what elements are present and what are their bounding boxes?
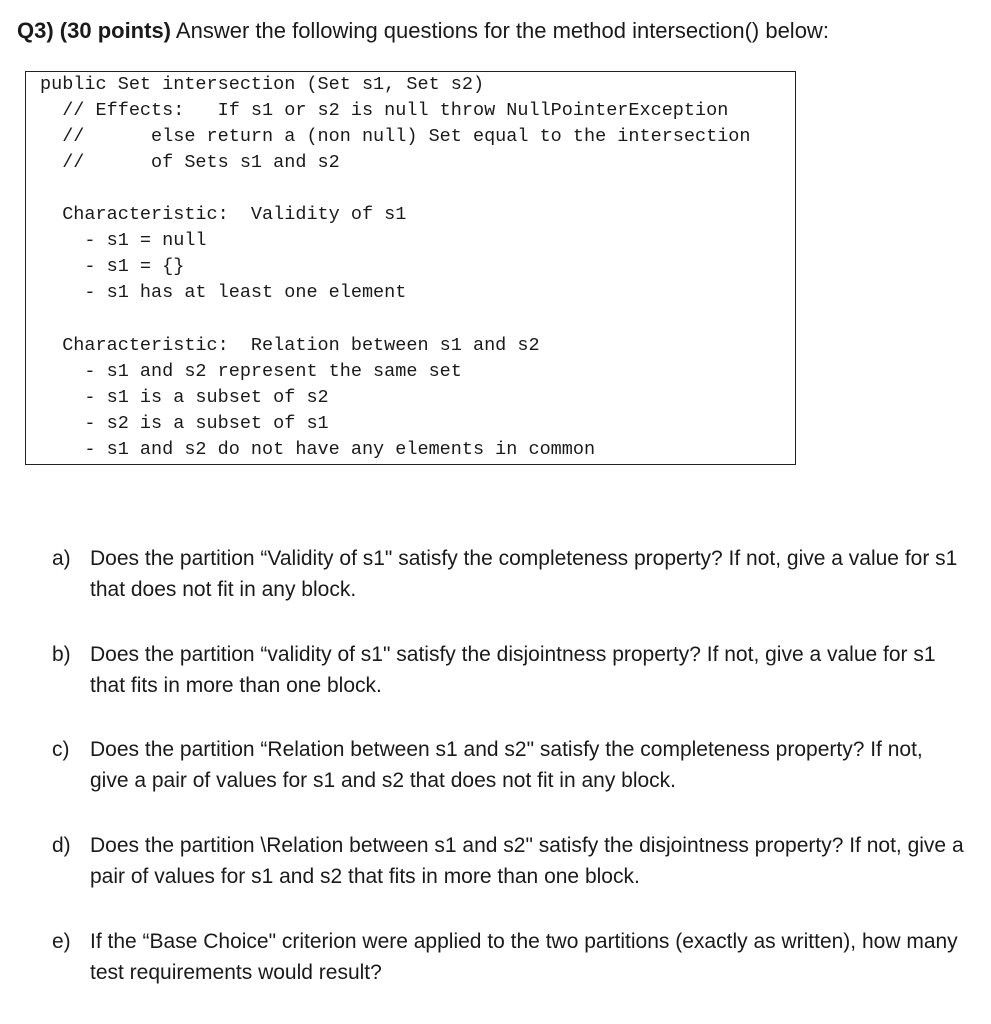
code-line-block: - s2 is a subset of s1 xyxy=(40,413,329,434)
question-item-a xyxy=(52,543,972,605)
question-item-c xyxy=(52,734,972,796)
question-text: Does the partition “Relation between s1 and s2" satisfy the completeness property? If not, give a pair of values for s1 and s2 that does not fit in any block. xyxy=(90,738,923,792)
question-header xyxy=(17,16,829,46)
code-box xyxy=(25,71,796,465)
question-text: Does the partition \Relation between s1 and s2" satisfy the disjointness property? If not, give a pair of values for s1 and s2 that fits in more than one block. xyxy=(90,834,964,888)
question-letter: b) xyxy=(52,643,71,666)
question-item-b xyxy=(52,639,972,701)
question-letter: c) xyxy=(52,738,70,761)
question-letter: a) xyxy=(52,547,71,570)
code-line-block: - s1 = null xyxy=(40,230,207,251)
question-item-e xyxy=(52,926,972,988)
code-line-block: - s1 and s2 do not have any elements in common xyxy=(40,439,596,460)
question-prompt: Answer the following questions for the method intersection() below: xyxy=(175,18,829,43)
code-line-comment: // Effects: If s1 or s2 is null throw NullPointerException xyxy=(40,100,729,121)
question-text: Does the partition “validity of s1" satisfy the disjointness property? If not, give a value for s1 that fits in more than one block. xyxy=(90,643,936,697)
question-item-d xyxy=(52,830,972,892)
code-line-block: - s1 has at least one element xyxy=(40,282,407,303)
question-text: If the “Base Choice" criterion were applied to the two partitions (exactly as written), how many test requirements would result? xyxy=(90,930,958,984)
code-line-comment: // of Sets s1 and s2 xyxy=(40,152,340,173)
code-line-signature: public Set intersection (Set s1, Set s2) xyxy=(40,74,485,95)
code-line-block: - s1 = {} xyxy=(40,256,185,277)
code-line-characteristic: Characteristic: Validity of s1 xyxy=(40,204,407,225)
code-line-block: - s1 is a subset of s2 xyxy=(40,387,329,408)
question-letter: d) xyxy=(52,834,71,857)
question-letter: e) xyxy=(52,930,71,953)
code-line-comment: // else return a (non null) Set equal to the intersection xyxy=(40,126,751,147)
code-line-block: - s1 and s2 represent the same set xyxy=(40,361,462,382)
question-number: Q3) (30 points) xyxy=(17,18,172,43)
code-line-characteristic: Characteristic: Relation between s1 and s2 xyxy=(40,335,540,356)
question-text: Does the partition “Validity of s1" satisfy the completeness property? If not, give a value for s1 that does not fit in any block. xyxy=(90,547,958,601)
